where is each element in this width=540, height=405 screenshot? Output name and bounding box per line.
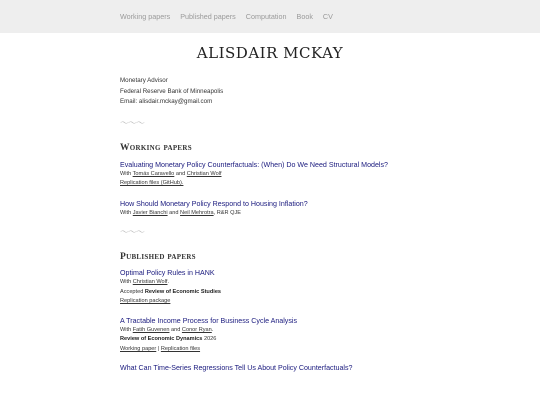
- coauthor-link[interactable]: Conor Ryan: [181, 326, 212, 333]
- employer: Federal Reserve Bank of Minneapolis: [120, 87, 224, 95]
- and-label: and: [169, 209, 179, 216]
- main-content: [120, 44, 420, 373]
- section-divider: 〜〜〜: [120, 118, 145, 129]
- nav-book[interactable]: Book: [296, 12, 313, 21]
- paper-title-link[interactable]: What Can Time-Series Regressions Tell Us About Policy Counterfactuals?: [120, 364, 353, 373]
- page-title: ALISDAIR MCKAY: [196, 44, 344, 62]
- paper-authors: [120, 278, 420, 288]
- coauthor-link[interactable]: Christian Wolf: [186, 170, 222, 177]
- with-label: With: [120, 209, 132, 216]
- working-paper-link[interactable]: Working paper: [120, 345, 157, 352]
- journal-name: Review of Economic Dynamics: [120, 336, 203, 343]
- replication-link[interactable]: Replication files: [160, 345, 201, 352]
- email: Email: alisdair.mckay@gmail.com: [120, 98, 213, 106]
- link-separator: |: [157, 345, 160, 352]
- paper-authors: [120, 326, 420, 336]
- coauthor-link[interactable]: Tomás Caravello: [132, 170, 175, 177]
- with-label: With: [120, 326, 132, 333]
- punctuation: .: [167, 279, 170, 286]
- coauthor-link[interactable]: Javier Bianchi: [132, 209, 168, 216]
- paper-links: [120, 345, 420, 355]
- and-label: and: [171, 326, 181, 333]
- paper-authors: [120, 209, 420, 219]
- job-title: Monetary Advisor: [120, 77, 168, 84]
- with-label: With: [120, 170, 132, 177]
- publication-year: 2026: [203, 336, 217, 343]
- paper-title-link[interactable]: How Should Monetary Policy Respond to Housing Inflation?: [120, 199, 308, 208]
- nav-cv[interactable]: CV: [322, 12, 333, 21]
- paper-venue: [120, 288, 420, 298]
- and-label: and: [175, 170, 186, 177]
- published-paper-item: [120, 268, 420, 307]
- journal-name: Review of Economic Studies: [144, 288, 222, 295]
- paper-venue: [120, 335, 420, 345]
- top-navigation: [0, 0, 540, 33]
- coauthor-link[interactable]: Christian Wolf: [132, 279, 168, 286]
- status-text: , R&R QJE: [213, 209, 241, 216]
- paper-title-link[interactable]: Evaluating Monetary Policy Counterfactuals: (When) Do We Need Structural Models?: [120, 160, 388, 169]
- paper-links: [120, 297, 420, 307]
- published-paper-item: [120, 316, 420, 355]
- nav-computation[interactable]: Computation: [245, 12, 287, 21]
- paper-authors: [120, 170, 420, 180]
- with-label: With: [120, 279, 132, 286]
- nav-working-papers[interactable]: Working papers: [120, 12, 171, 21]
- published-paper-item: [120, 363, 420, 373]
- coauthor-link[interactable]: Fatih Guvenen: [132, 326, 170, 333]
- punctuation: .: [211, 326, 214, 333]
- coauthor-link[interactable]: Neil Mehrotra: [180, 209, 214, 216]
- section-divider: 〜〜〜: [120, 228, 145, 239]
- contact-info: [120, 76, 420, 108]
- replication-link[interactable]: Replication package: [120, 298, 171, 305]
- paper-title-link[interactable]: A Tractable Income Process for Business Cycle Analysis: [120, 316, 298, 325]
- working-paper-item: [120, 199, 420, 219]
- published-papers-heading: Published papers: [120, 252, 196, 263]
- nav-published-papers[interactable]: Published papers: [180, 12, 236, 21]
- accepted-label: Accepted: [120, 288, 144, 295]
- paper-links: [120, 179, 420, 189]
- working-paper-item: [120, 160, 420, 189]
- paper-title-link[interactable]: Optimal Policy Rules in HANK: [120, 269, 215, 278]
- working-papers-heading: Working papers: [120, 142, 192, 153]
- replication-link[interactable]: Replication files (GitHub).: [120, 180, 184, 187]
